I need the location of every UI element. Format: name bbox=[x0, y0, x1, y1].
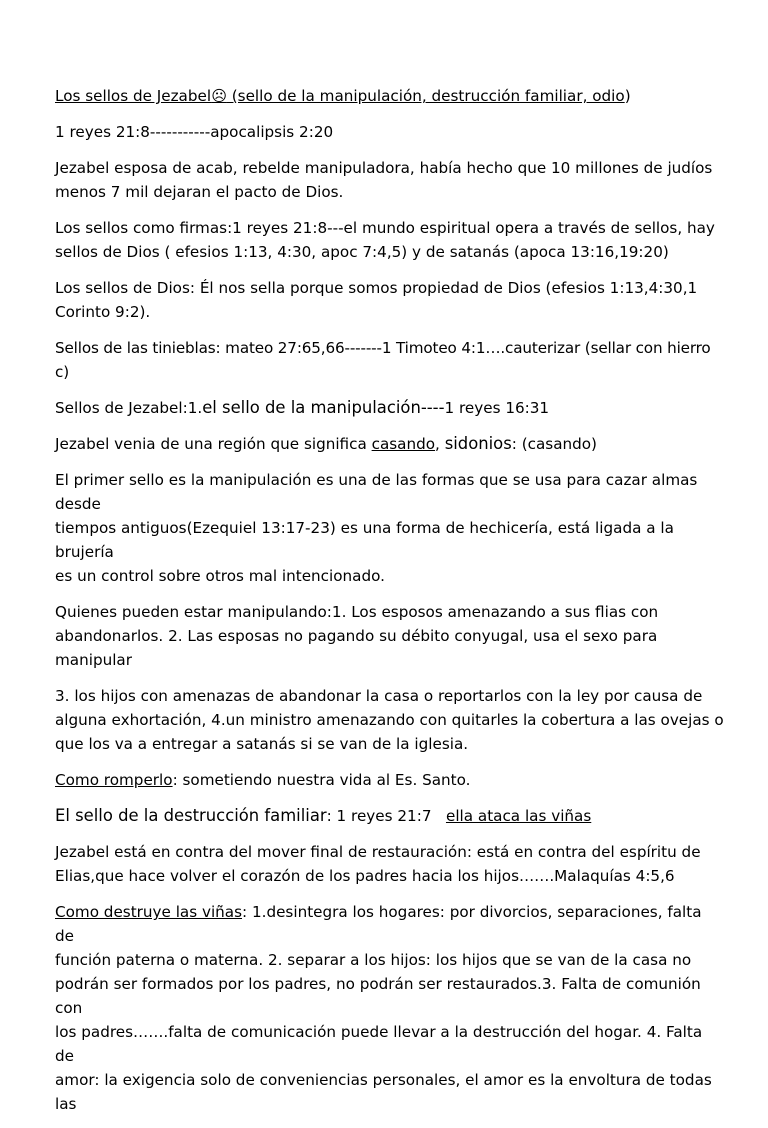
paragraph-sellos-firmas: Los sellos como firmas:1 reyes 21:8---el mundo espiritual opera a través de sellos, hay sellos de Dios ( efesios 1:13, 4:30, apoc 7:4,5) y de satanás (apoca 13:16,19:20) bbox=[55, 219, 715, 261]
paragraph-jezabel-intro: Jezabel esposa de acab, rebelde manipuladora, había hecho que 10 millones de judíos menos 7 mil dejaran el pacto de Dios. bbox=[55, 159, 713, 201]
paragraph-hijos: 3. los hijos con amenazas de abandonar la casa o reportarlos con la ley por causa de alguna exhortación, 4.un ministro amenazando con quitarles la cobertura a las ovejas o que los va a entregar a satanás si se van de la iglesia. bbox=[55, 687, 724, 753]
heading-manipulacion: el sello de la manipulación---- bbox=[202, 398, 445, 417]
paragraph-primer-sello: El primer sello es la manipulación es una de las formas que se usa para cazar almas desde tiempos antiguos(Ezequiel 13:17-23) es una forma de hechicería, está ligada a la brujería es un control sobre otros mal intencionado. bbox=[55, 471, 698, 585]
paragraph-como-romperlo: Como romperlo: sometiendo nuestra vida al Es. Santo. bbox=[55, 771, 471, 789]
document-body bbox=[55, 84, 725, 1128]
paragraph-reference: 1 reyes 21:8-----------apocalipsis 2:20 bbox=[55, 123, 334, 141]
paragraph-sellos-jezabel: Sellos de Jezabel:1.el sello de la manipulación----1 reyes 16:31 bbox=[55, 398, 550, 417]
paragraph-quienes: Quienes pueden estar manipulando:1. Los esposos amenazando a sus flias con abandonarlos. 2. Las esposas no pagando su débito conyugal, usa el sexo para manipular bbox=[55, 603, 659, 669]
frown-face-icon: ☹ bbox=[211, 87, 227, 105]
paragraph-sellos-dios: Los sellos de Dios: Él nos sella porque somos propiedad de Dios (efesios 1:13,4:30,1 Corinto 9:2). bbox=[55, 279, 698, 321]
paragraph-restauracion: Jezabel está en contra del mover final de restauración: está en contra del espíritu de Elias,que hace volver el corazón de los padres hacia los hijos…….Malaquías 4:5,6 bbox=[55, 843, 701, 885]
title-close-paren: ) bbox=[624, 87, 631, 105]
paragraph-como-destruye: Como destruye las viñas: 1.desintegra los hogares: por divorcios, separaciones, falta de función paterna o materna. 2. separar a los hijos: los hijos que se van de la casa no podrán ser formados por los padres, no podrán ser restaurados.3. Falta de comunión con los padres…….falta de comunicación puede llevar a la destrucción del hogar. 4. Falta de amor: la exigencia solo de conveniencias personales, el amor es la envoltura de todas las bbox=[55, 903, 712, 1113]
paragraph-destruccion-familiar: El sello de la destrucción familiar: 1 reyes 21:7 ella ataca las viñas bbox=[55, 806, 592, 825]
heading-destruccion: El sello de la destrucción familiar bbox=[55, 806, 327, 825]
document-title bbox=[55, 84, 725, 108]
title-text: Los sellos de Jezabel bbox=[55, 87, 212, 105]
title-subtitle: (sello de la manipulación, destrucción familiar, odio bbox=[226, 87, 625, 105]
title-underlined bbox=[55, 87, 625, 105]
paragraph-region: Jezabel venia de una región que significa casando, sidonios: (casando) bbox=[55, 434, 597, 453]
paragraph-sellos-tinieblas: Sellos de las tinieblas: mateo 27:65,66-------1 Timoteo 4:1….cauterizar (sellar con hierro c) bbox=[55, 339, 711, 381]
